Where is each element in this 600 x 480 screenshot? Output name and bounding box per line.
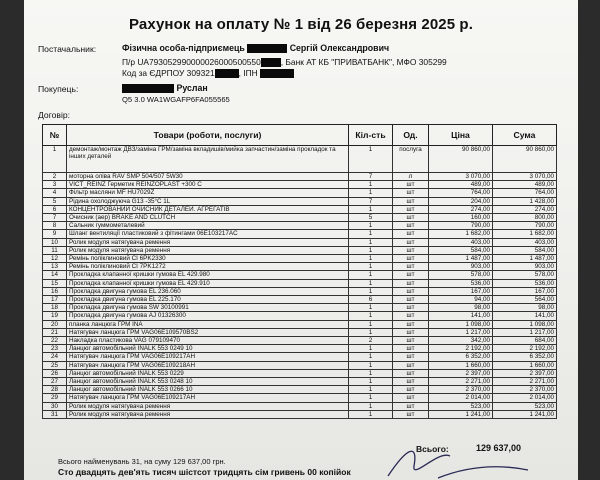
table-row [43,353,557,361]
redaction [261,58,281,67]
item-price: 790,00 [429,222,493,230]
column-header-unit: Од. [393,125,429,146]
item-number: 7 [43,214,67,222]
item-sum: 523,00 [493,402,557,410]
item-sum: 2 370,00 [493,386,557,394]
item-name: Ролик модуля натягувача ремення [67,246,349,254]
item-quantity: 1 [349,181,393,189]
item-unit: шт [393,263,429,271]
item-price: 1 487,00 [429,255,493,263]
item-sum: 6 352,00 [493,353,557,361]
item-unit: шт [393,402,429,410]
item-quantity: 1 [349,279,393,287]
item-name: планка ланцюга ГРМ INA [67,320,349,328]
item-unit: шт [393,353,429,361]
item-number: 5 [43,197,67,205]
item-name: Прокладка двигуна гумова EL 225.170 [67,296,349,304]
item-sum: 1 682,00 [493,230,557,238]
item-quantity: 7 [349,173,393,181]
item-sum: 800,00 [493,214,557,222]
item-sum: 2 397,00 [493,369,557,377]
item-unit: шт [393,222,429,230]
item-quantity: 1 [349,263,393,271]
item-name: Ланцюг автомобільний INALK 553 0266 10 [67,386,349,394]
item-number: 3 [43,181,67,189]
item-sum: 141,00 [493,312,557,320]
item-price: 204,00 [429,197,493,205]
table-header-row [43,125,557,146]
item-quantity: 1 [349,312,393,320]
item-quantity: 2 [349,337,393,345]
item-quantity: 1 [349,246,393,254]
items-table [42,124,557,419]
table-row [43,304,557,312]
item-unit: шт [393,378,429,386]
column-header-goods: Товари (роботи, послуги) [67,125,349,146]
item-price: 141,00 [429,312,493,320]
item-quantity: 1 [349,230,393,238]
item-number: 28 [43,386,67,394]
table-row [43,197,557,205]
item-name: Сальник гуммометалевий [67,222,349,230]
item-quantity: 1 [349,378,393,386]
item-quantity: 1 [349,402,393,410]
item-price: 98,00 [429,304,493,312]
item-name: Натягувач ланцюга ГРМ VAG06E109218AH [67,361,349,369]
item-sum: 1 241,00 [493,410,557,418]
item-unit: шт [393,238,429,246]
item-name: Прокладка клапанної кришки гумова EL 429.980 [67,271,349,279]
item-price: 1 217,00 [429,328,493,336]
item-price: 403,00 [429,238,493,246]
item-unit: шт [393,205,429,213]
item-unit: шт [393,246,429,254]
item-sum: 489,00 [493,181,557,189]
item-name: Прокладка двигуна гумова SW 30100991 [67,304,349,312]
item-price: 160,00 [429,214,493,222]
item-unit: шт [393,337,429,345]
item-quantity: 5 [349,214,393,222]
column-header-price: Ціна [429,125,493,146]
item-quantity: 1 [349,410,393,418]
item-unit: шт [393,214,429,222]
table-row [43,279,557,287]
item-quantity: 1 [349,189,393,197]
contract-label: Договір: [38,110,71,120]
item-number: 1 [43,146,67,173]
redaction [260,69,294,78]
item-number: 30 [43,402,67,410]
item-number: 14 [43,271,67,279]
item-price: 2 192,00 [429,345,493,353]
item-unit: шт [393,369,429,377]
item-quantity: 1 [349,205,393,213]
supplier-name: Фізична особа-підприємець Сергій Олександрович [122,43,390,53]
item-quantity: 1 [349,328,393,336]
item-number: 31 [43,410,67,418]
table-row [43,238,557,246]
item-name: демонтаж/монтаж ДВЗ/заміна ГРМ/заміна вкладишів/мийка запчастин/заміна прокладок та інших деталей [67,146,349,173]
table-row [43,378,557,386]
item-unit: шт [393,255,429,263]
item-price: 523,00 [429,402,493,410]
item-unit: шт [393,361,429,369]
table-row [43,181,557,189]
item-price: 764,00 [429,189,493,197]
item-sum: 98,00 [493,304,557,312]
item-sum: 1 660,00 [493,361,557,369]
item-number: 4 [43,189,67,197]
item-price: 536,00 [429,279,493,287]
item-number: 18 [43,304,67,312]
item-sum: 1 487,00 [493,255,557,263]
table-row [43,320,557,328]
invoice-title: Рахунок на оплату № 1 від 26 березня 2025 р. [129,16,473,33]
item-unit: шт [393,410,429,418]
column-header-number: № [43,125,67,146]
item-name: КОНЦЕНТРОВАНИЙ ОЧИСНИК ДЕТАЛЕЙ. АГРЕГАТІВ [67,205,349,213]
item-name: Прокладка клапанної кришки гумова EL 429.910 [67,279,349,287]
column-header-sum: Сума [493,125,557,146]
item-unit: шт [393,189,429,197]
table-row [43,394,557,402]
items-table-body [43,146,557,419]
item-name: Натягувач ланцюга ГРМ VAG06E109217AH [67,394,349,402]
item-sum: 790,00 [493,222,557,230]
item-price: 94,00 [429,296,493,304]
item-number: 23 [43,345,67,353]
redaction [247,44,287,53]
supplier-iban: П/р UA793052990000026000500550 , Банк АТ КБ "ПРИВАТБАНК", МФО 305299 [122,57,447,67]
item-name: Ремінь поліклиновий CI 6PK2330 [67,255,349,263]
item-name: Ремінь поліклиновий CI 7PK1272 [67,263,349,271]
item-name: Очисник (аер) BRAKE AND CLUTCH [67,214,349,222]
item-unit: л [393,173,429,181]
item-sum: 403,00 [493,238,557,246]
item-name: Ланцюг автомобільний INALK 553 0248 10 [67,378,349,386]
item-unit: шт [393,312,429,320]
item-sum: 536,00 [493,279,557,287]
item-sum: 564,00 [493,296,557,304]
table-row [43,222,557,230]
item-number: 27 [43,378,67,386]
table-row [43,246,557,254]
table-row [43,214,557,222]
item-sum: 764,00 [493,189,557,197]
item-number: 9 [43,230,67,238]
item-quantity: 1 [349,271,393,279]
buyer-label: Покупець: [38,84,79,94]
item-quantity: 1 [349,238,393,246]
item-quantity: 6 [349,296,393,304]
item-price: 903,00 [429,263,493,271]
item-name: Ролик модуля натягувача ремення [67,238,349,246]
item-price: 584,00 [429,246,493,254]
item-quantity: 1 [349,353,393,361]
item-name: Прокладка двигуна гумова AJ 01326300 [67,312,349,320]
item-number: 6 [43,205,67,213]
item-number: 26 [43,369,67,377]
table-row [43,296,557,304]
item-quantity: 1 [349,361,393,369]
item-sum: 1 428,00 [493,197,557,205]
item-price: 2 014,00 [429,394,493,402]
item-unit: шт [393,394,429,402]
table-row [43,230,557,238]
item-quantity: 1 [349,345,393,353]
redaction [122,84,174,93]
item-number: 24 [43,353,67,361]
item-number: 11 [43,246,67,254]
item-name: VICT_REINZ Герметик REINZOPLAST +300 С [67,181,349,189]
item-quantity: 1 [349,304,393,312]
item-unit: шт [393,328,429,336]
table-row [43,173,557,181]
item-price: 2 271,00 [429,378,493,386]
item-quantity: 1 [349,146,393,173]
item-quantity: 1 [349,320,393,328]
item-sum: 2 192,00 [493,345,557,353]
item-name: моторна оліва RAV SMP 504/507 5W30 [67,173,349,181]
table-row [43,263,557,271]
item-quantity: 1 [349,386,393,394]
item-unit: шт [393,345,429,353]
item-quantity: 1 [349,369,393,377]
item-unit: шт [393,304,429,312]
item-number: 8 [43,222,67,230]
table-row [43,146,557,173]
table-row [43,255,557,263]
item-unit: шт [393,197,429,205]
item-sum: 3 070,00 [493,173,557,181]
item-name: Прокладка двигуна гумова EL 236.060 [67,287,349,295]
item-number: 16 [43,287,67,295]
column-header-quantity: Кіл-сть [349,125,393,146]
item-quantity: 7 [349,197,393,205]
total-label: Всього: [416,444,449,454]
item-price: 3 070,00 [429,173,493,181]
item-name: Накладка пластикова VAG 079109470 [67,337,349,345]
table-row [43,312,557,320]
redaction [215,69,239,78]
item-price: 2 397,00 [429,369,493,377]
table-row [43,328,557,336]
item-name: Ланцюг автомобільний INALK 553 0229 [67,369,349,377]
table-row [43,271,557,279]
item-sum: 2 271,00 [493,378,557,386]
item-unit: шт [393,287,429,295]
item-sum: 684,00 [493,337,557,345]
buyer-name: Руслан [122,83,208,94]
table-row [43,189,557,197]
item-sum: 584,00 [493,246,557,254]
item-name: Натягувач ланцюга ГРМ VAG06E109217AH [67,353,349,361]
item-quantity: 1 [349,255,393,263]
item-number: 21 [43,328,67,336]
item-number: 22 [43,337,67,345]
item-name: Ролик модуля натягувача ремення [67,402,349,410]
item-number: 29 [43,394,67,402]
item-price: 167,00 [429,287,493,295]
table-row [43,287,557,295]
item-sum: 2 014,00 [493,394,557,402]
summary-words: Сто двадцять дев'ять тисяч шістсот тридцять сім гривень 00 копійок [58,467,351,477]
item-price: 6 352,00 [429,353,493,361]
item-price: 1 241,00 [429,410,493,418]
table-row [43,205,557,213]
item-sum: 167,00 [493,287,557,295]
table-row [43,361,557,369]
table-row [43,369,557,377]
item-name: Ланцюг автомобільний INALK 553 0249 10 [67,345,349,353]
table-row [43,410,557,418]
item-number: 2 [43,173,67,181]
signature-scribble [378,436,578,480]
item-quantity: 1 [349,222,393,230]
item-sum: 1 098,00 [493,320,557,328]
item-number: 12 [43,255,67,263]
item-unit: шт [393,386,429,394]
item-number: 19 [43,312,67,320]
item-unit: шт [393,279,429,287]
item-sum: 274,00 [493,205,557,213]
item-sum: 578,00 [493,271,557,279]
item-unit: шт [393,181,429,189]
item-price: 1 098,00 [429,320,493,328]
item-price: 489,00 [429,181,493,189]
item-unit: шт [393,296,429,304]
total-value: 129 637,00 [476,443,522,453]
item-number: 17 [43,296,67,304]
item-price: 90 860,00 [429,146,493,173]
supplier-label: Постачальник: [38,44,97,54]
item-price: 578,00 [429,271,493,279]
item-quantity: 1 [349,287,393,295]
buyer-vehicle: Q5 3.0 WA1WGAFP6FA055565 [122,95,230,104]
item-number: 25 [43,361,67,369]
item-sum: 1 217,00 [493,328,557,336]
item-name: Шланг вентиляції пластиковий з фітингами 06E103217AC [67,230,349,238]
item-price: 2 370,00 [429,386,493,394]
summary-count: Всього найменувань 31, на суму 129 637,00 грн. [58,457,226,466]
item-name: Фільтр масляни MF HU7029Z [67,189,349,197]
item-name: Рідина охолоджуюча G13 -35°C 1L [67,197,349,205]
table-row [43,402,557,410]
item-unit: шт [393,320,429,328]
item-number: 20 [43,320,67,328]
table-row [43,345,557,353]
item-quantity: 1 [349,394,393,402]
item-sum: 90 860,00 [493,146,557,173]
table-row [43,386,557,394]
item-sum: 903,00 [493,263,557,271]
item-number: 13 [43,263,67,271]
item-unit: шт [393,230,429,238]
item-price: 342,00 [429,337,493,345]
item-name: Натягувач ланцюга ГРМ VAG06E109570BS2 [67,328,349,336]
item-unit: послуга [393,146,429,173]
item-price: 274,00 [429,205,493,213]
item-number: 10 [43,238,67,246]
item-number: 15 [43,279,67,287]
invoice-page [24,0,578,480]
item-price: 1 660,00 [429,361,493,369]
item-name: Ролик модуля натягувача ремення [67,410,349,418]
item-unit: шт [393,271,429,279]
item-price: 1 682,00 [429,230,493,238]
table-row [43,337,557,345]
supplier-code: Код за ЄДРПОУ 309321 , ІПН [122,68,294,79]
